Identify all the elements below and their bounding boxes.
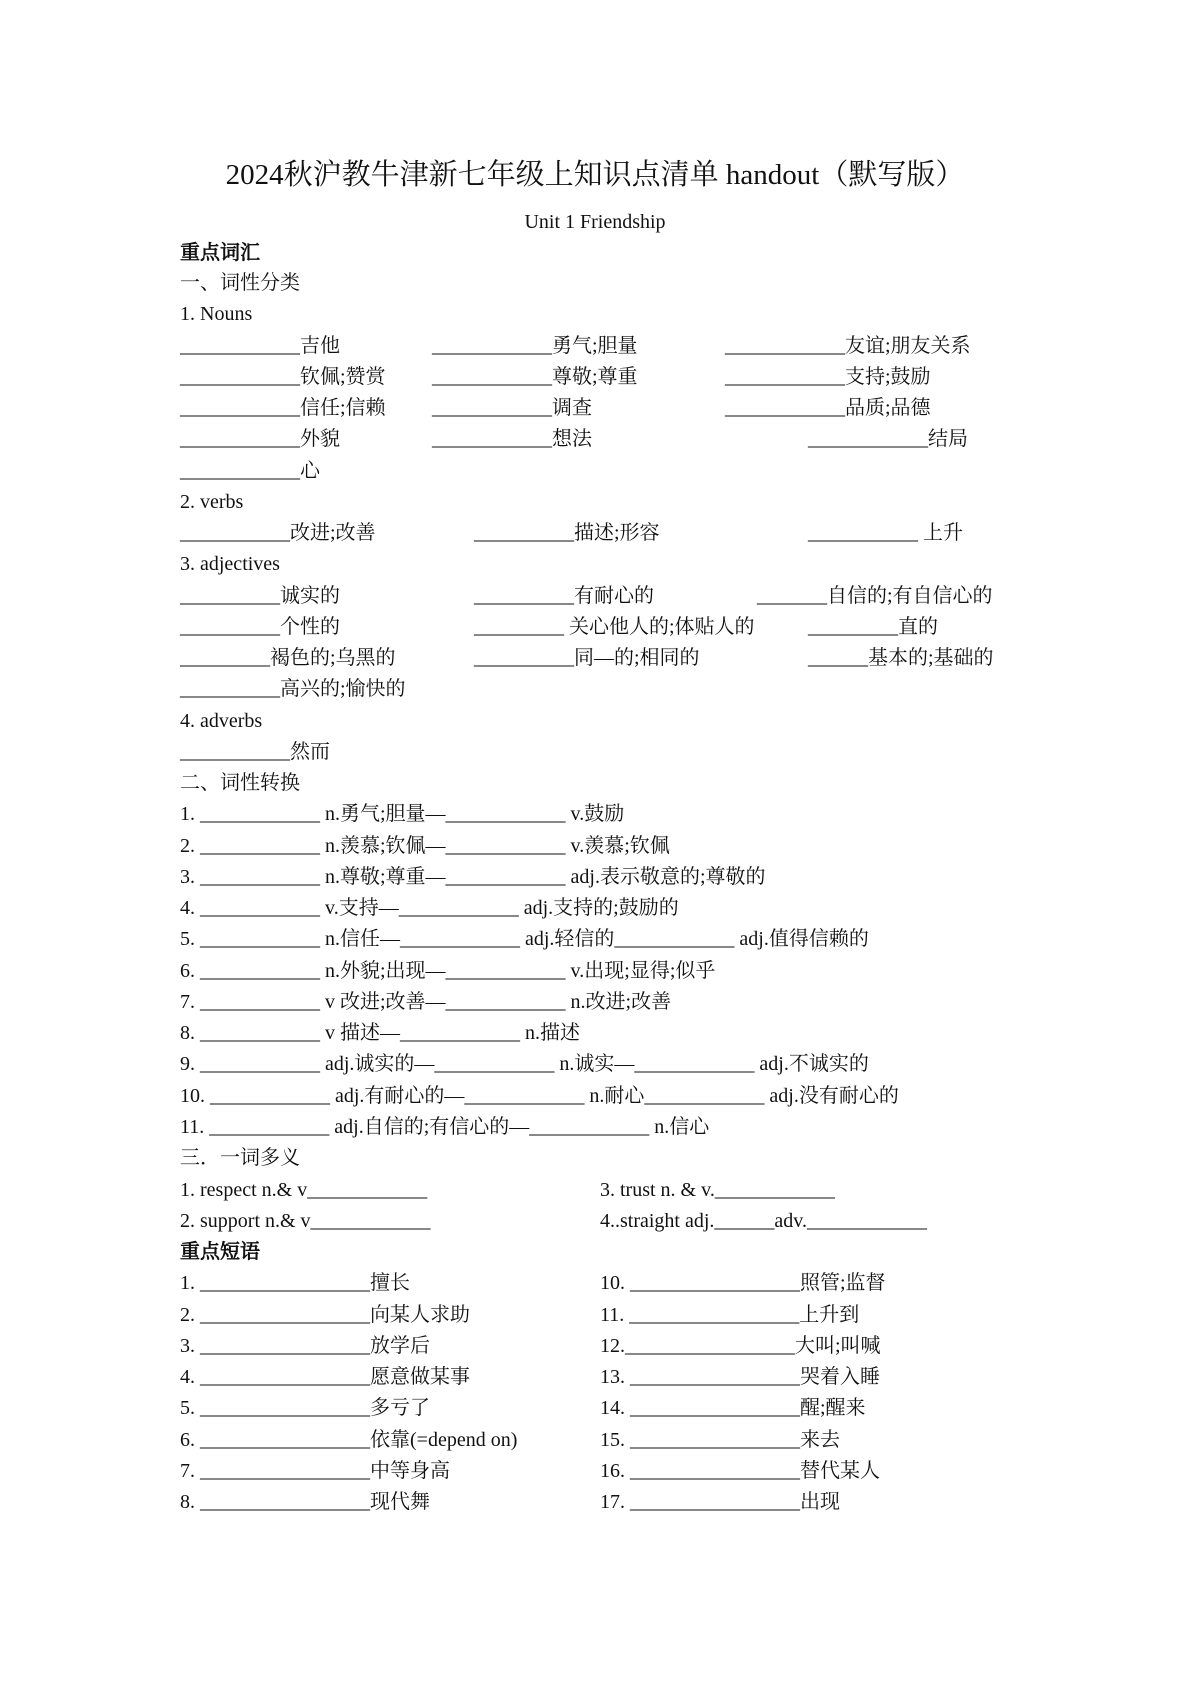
transform-item: 1. ____________ n.勇气;胆量—____________ v.鼓励: [180, 803, 625, 825]
noun-item: ____________勇气;胆量: [432, 335, 638, 357]
transform-item: 6. ____________ n.外貌;出现—____________ v.出现;显得;似乎: [180, 960, 716, 982]
noun-item: ____________钦佩;赞赏: [180, 366, 386, 388]
noun-item: ____________信任;信赖: [180, 397, 386, 419]
section-heading-phrases: 重点短语: [180, 1241, 260, 1263]
phrase-item: 8. _________________现代舞: [180, 1491, 430, 1513]
adjective-item: _________ 关心他人的;体贴人的: [474, 616, 755, 638]
noun-item: ____________心: [180, 460, 320, 482]
noun-item: ____________外貌: [180, 428, 340, 450]
phrase-item: 12._________________大叫;叫喊: [600, 1335, 881, 1357]
phrase-item: 3. _________________放学后: [180, 1335, 430, 1357]
verb-item: ___________ 上升: [808, 522, 963, 544]
transform-item: 8. ____________ v 描述—____________ n.描述: [180, 1022, 580, 1044]
phrase-item: 13. _________________哭着入睡: [600, 1366, 880, 1388]
verbs-label: 2. verbs: [180, 491, 244, 513]
noun-item: ____________想法: [432, 428, 592, 450]
adjective-item: __________同—的;相同的: [474, 647, 700, 669]
phrase-item: 17. _________________出现: [600, 1491, 840, 1513]
adjectives-label: 3. adjectives: [180, 553, 280, 575]
adjective-item: ______基本的;基础的: [808, 647, 994, 669]
nouns-label: 1. Nouns: [180, 303, 253, 325]
noun-item: ____________尊敬;尊重: [432, 366, 638, 388]
adjective-item: _________褐色的;乌黑的: [180, 647, 396, 669]
noun-item: ____________结局: [808, 428, 968, 450]
adjective-item: __________有耐心的: [474, 585, 654, 607]
transform-item: 4. ____________ v.支持—____________ adj.支持的;鼓励的: [180, 897, 679, 919]
transform-item: 5. ____________ n.信任—____________ adj.轻信的____________ adj.值得信赖的: [180, 928, 869, 950]
phrase-item: 1. _________________擅长: [180, 1272, 410, 1294]
phrase-item: 14. _________________醒;醒来: [600, 1397, 866, 1419]
phrase-item: 16. _________________替代某人: [600, 1460, 880, 1482]
transform-item: 2. ____________ n.羡慕;钦佩—____________ v.羡慕;钦佩: [180, 835, 670, 857]
noun-item: ____________友谊;朋友关系: [725, 335, 971, 357]
transform-item: 9. ____________ adj.诚实的—____________ n.诚实—____________ adj.不诚实的: [180, 1053, 869, 1075]
part-heading-classification: 一、词性分类: [180, 272, 300, 294]
adjective-item: _________直的: [808, 616, 938, 638]
transform-item: 11. ____________ adj.自信的;有信心的—____________ n.信心: [180, 1116, 710, 1138]
noun-item: ____________调查: [432, 397, 592, 419]
noun-item: ____________品质;品德: [725, 397, 931, 419]
adverbs-label: 4. adverbs: [180, 710, 263, 732]
noun-item: ____________吉他: [180, 335, 340, 357]
adjective-item: __________高兴的;愉快的: [180, 678, 406, 700]
phrase-item: 6. _________________依靠(=depend on): [180, 1429, 518, 1451]
part-heading-polysemy: 三．一词多义: [180, 1147, 300, 1169]
polysemy-item: 3. trust n. & v.____________: [600, 1179, 835, 1201]
transform-item: 10. ____________ adj.有耐心的—____________ n.耐心____________ adj.没有耐心的: [180, 1085, 899, 1107]
verb-item: __________描述;形容: [474, 522, 660, 544]
polysemy-item: 1. respect n.& v____________: [180, 1179, 428, 1201]
part-heading-transform: 二、词性转换: [180, 772, 300, 794]
phrase-item: 4. _________________愿意做某事: [180, 1366, 470, 1388]
noun-item: ____________支持;鼓励: [725, 366, 931, 388]
polysemy-item: 2. support n.& v____________: [180, 1210, 431, 1232]
transform-item: 3. ____________ n.尊敬;尊重—____________ adj.表示敬意的;尊敬的: [180, 866, 766, 888]
phrase-item: 2. _________________向某人求助: [180, 1304, 470, 1326]
polysemy-item: 4..straight adj.______adv.____________: [600, 1210, 928, 1232]
phrase-item: 11. _________________上升到: [600, 1304, 860, 1326]
transform-item: 7. ____________ v 改进;改善—____________ n.改进;改善: [180, 991, 672, 1013]
adjective-item: __________诚实的: [180, 585, 340, 607]
phrase-item: 15. _________________来去: [600, 1429, 840, 1451]
unit-title: Unit 1 Friendship: [524, 211, 666, 233]
adjective-item: __________个性的: [180, 616, 340, 638]
section-heading-vocab: 重点词汇: [180, 242, 260, 264]
phrase-item: 7. _________________中等身高: [180, 1460, 450, 1482]
phrase-item: 10. _________________照管;监督: [600, 1272, 886, 1294]
phrase-item: 5. _________________多亏了: [180, 1397, 430, 1419]
document-title: 2024秋沪教牛津新七年级上知识点清单 handout（默写版）: [225, 159, 965, 191]
verb-item: ___________改进;改善: [180, 522, 376, 544]
adverb-item: ___________然而: [180, 741, 330, 763]
adjective-item: _______自信的;有自信心的: [757, 585, 993, 607]
